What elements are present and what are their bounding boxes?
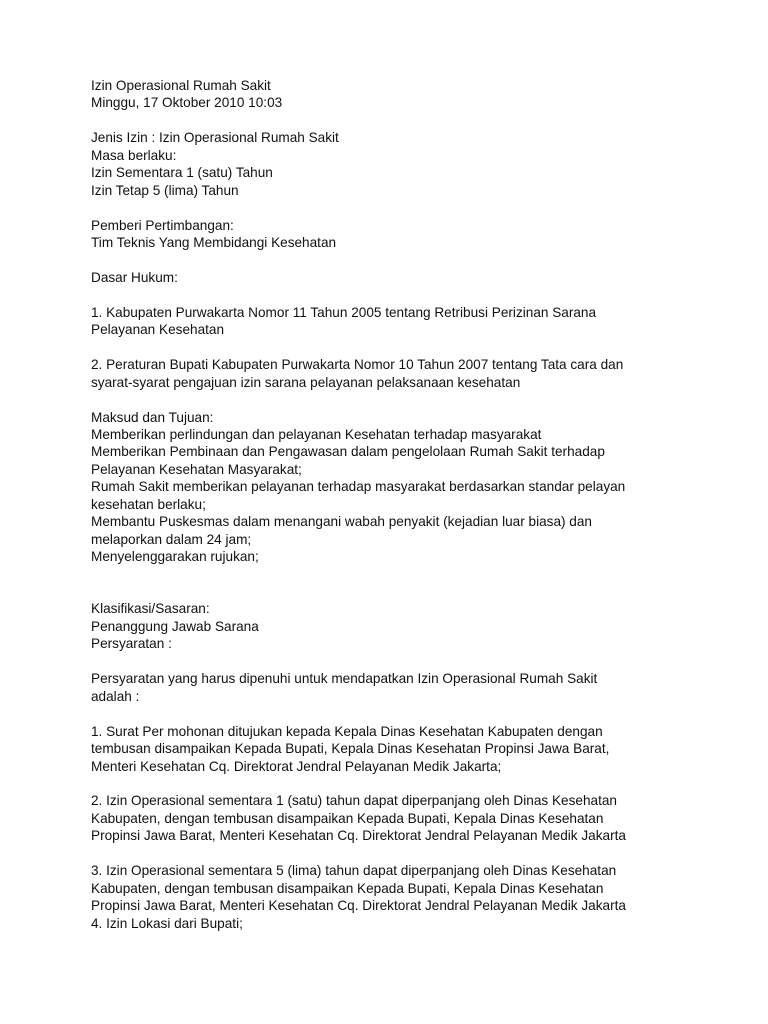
syarat-2-line: 2. Izin Operasional sementara 1 (satu) tahun dapat diperpanjang oleh Dinas Kesehatan (91, 793, 617, 809)
maksud-tujuan-line: melaporkan dalam 24 jam; (91, 531, 252, 547)
maksud-tujuan-line: Rumah Sakit memberikan pelayanan terhadap masyarakat berdasarkan standar pelayan (91, 479, 626, 495)
dasar-hukum-1-line: 1. Kabupaten Purwakarta Nomor 11 Tahun 2005 tentang Retribusi Perizinan Sarana (91, 304, 597, 320)
persyaratan-label: Persyaratan : (91, 636, 172, 652)
klasifikasi-value: Penanggung Jawab Sarana (91, 618, 259, 634)
dasar-hukum-2-line: syarat-syarat pengajuan izin sarana pelayanan pelaksanaan kesehatan (91, 374, 521, 390)
syarat-3-line: 3. Izin Operasional sementara 5 (lima) tahun dapat diperpanjang oleh Dinas Kesehatan (91, 863, 617, 879)
syarat-4-line: 4. Izin Lokasi dari Bupati; (91, 915, 243, 931)
syarat-1-line: 1. Surat Per mohonan ditujukan kepada Kepala Dinas Kesehatan Kabupaten dengan (91, 723, 603, 739)
klasifikasi-label: Klasifikasi/Sasaran: (91, 601, 210, 617)
dasar-hukum-label: Dasar Hukum: (91, 269, 178, 285)
maksud-tujuan-label: Maksud dan Tujuan: (91, 409, 214, 425)
maksud-tujuan-line: Memberikan perlindungan dan pelayanan Kesehatan terhadap masyarakat (91, 426, 542, 442)
syarat-1-line: tembusan disampaikan Kepada Bupati, Kepala Dinas Kesehatan Propinsi Jawa Barat, (91, 741, 610, 757)
dasar-hukum-2-line: 2. Peraturan Bupati Kabupaten Purwakarta Nomor 10 Tahun 2007 tentang Tata cara dan (91, 357, 624, 373)
maksud-tujuan-line: Menyelenggarakan rujukan; (91, 549, 259, 565)
dasar-hukum-1-line: Pelayanan Kesehatan (91, 322, 225, 338)
maksud-tujuan-line: Pelayanan Kesehatan Masyarakat; (91, 461, 302, 477)
syarat-2-line: Kabupaten, dengan tembusan disampaikan Kepada Bupati, Kepala Dinas Kesehatan (91, 810, 604, 826)
persyaratan-intro-line: adalah : (91, 688, 140, 704)
syarat-3-line: Propinsi Jawa Barat, Menteri Kesehatan Cq. Direktorat Jendral Pelayanan Medik Jakarta (91, 898, 626, 914)
izin-sementara-line: Izin Sementara 1 (satu) Tahun (91, 165, 273, 181)
persyaratan-intro-line: Persyaratan yang harus dipenuhi untuk mendapatkan Izin Operasional Rumah Sakit (91, 671, 598, 687)
maksud-tujuan-line: Membantu Puskesmas dalam menangani wabah penyakit (kejadian luar biasa) dan (91, 514, 592, 530)
syarat-2-line: Propinsi Jawa Barat, Menteri Kesehatan Cq. Direktorat Jendral Pelayanan Medik Jakarta (91, 828, 626, 844)
masa-berlaku-label: Masa berlaku: (91, 147, 177, 163)
maksud-tujuan-line: Memberikan Pembinaan dan Pengawasan dalam pengelolaan Rumah Sakit terhadap (91, 444, 605, 460)
pemberi-pertimbangan-value: Tim Teknis Yang Membidangi Kesehatan (91, 235, 337, 251)
syarat-3-line: Kabupaten, dengan tembusan disampaikan Kepada Bupati, Kepala Dinas Kesehatan (91, 880, 604, 896)
document-date: Minggu, 17 Oktober 2010 10:03 (91, 95, 283, 111)
pemberi-pertimbangan-label: Pemberi Pertimbangan: (91, 217, 234, 233)
syarat-1-line: Menteri Kesehatan Cq. Direktorat Jendral Pelayanan Medik Jakarta; (91, 758, 502, 774)
izin-tetap-line: Izin Tetap 5 (lima) Tahun (91, 182, 239, 198)
maksud-tujuan-line: kesehatan berlaku; (91, 496, 206, 512)
jenis-izin-line: Jenis Izin : Izin Operasional Rumah Sakit (91, 130, 339, 146)
document-title: Izin Operasional Rumah Sakit (91, 78, 271, 93)
document-page (91, 77, 741, 932)
